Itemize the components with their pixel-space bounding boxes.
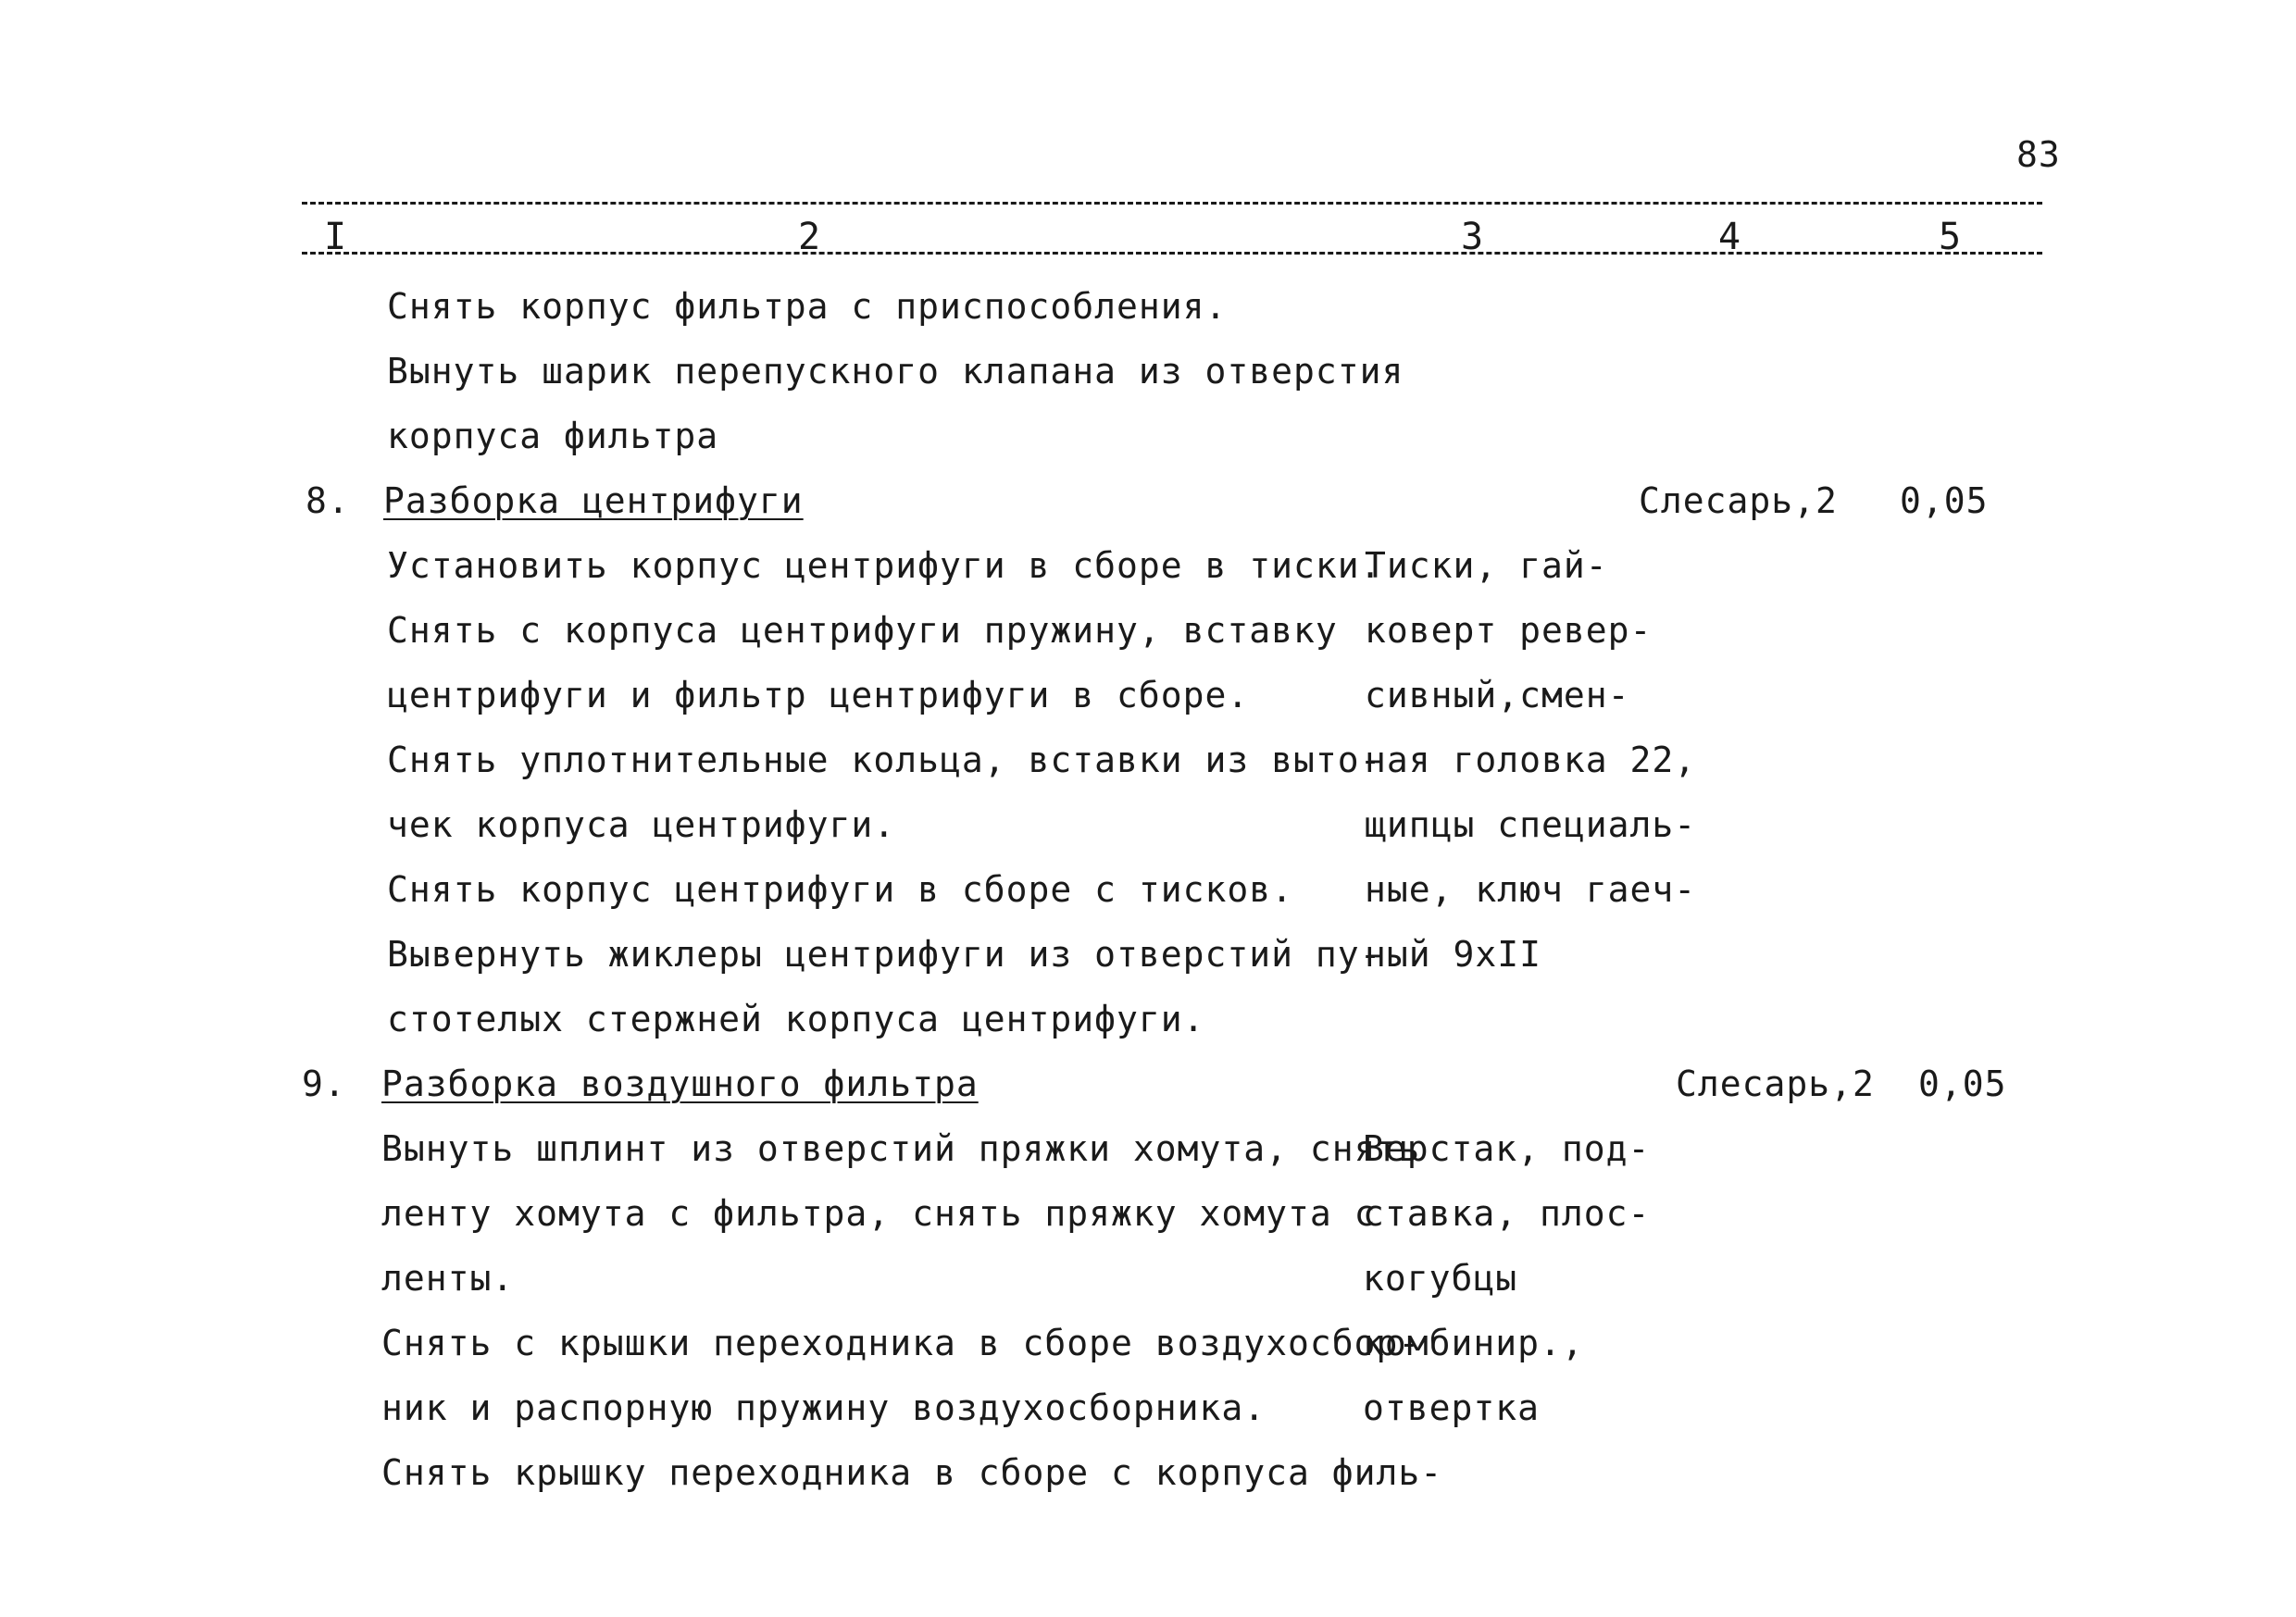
text-line: Вывернуть жиклеры центрифуги из отверстий пу-: [387, 934, 1382, 975]
text-line: Вынуть шплинт из отверстий пряжки хомута, снять: [381, 1128, 1421, 1169]
tool-line: ная головка 22,: [1365, 740, 1697, 780]
tool-line: коверт ревер-: [1365, 610, 1653, 651]
worker-category: Слесарь,2: [1676, 1063, 1875, 1104]
text-line: центрифуги и фильтр центрифуги в сборе.: [387, 675, 1250, 715]
text-line: Снять корпус фильтра с приспособления.: [387, 286, 1228, 327]
tool-line: щипцы специаль-: [1365, 804, 1697, 845]
time-norm: 0,05: [1900, 480, 1989, 521]
time-norm: 0,05: [1918, 1063, 2007, 1104]
text-line: Снять крышку переходника в сборе с корпуса филь-: [381, 1452, 1443, 1493]
header-rule-bottom: [302, 252, 2042, 255]
text-line: стотелых стержней корпуса центрифуги.: [387, 999, 1205, 1039]
text-line: Снять с крышки переходника в сборе воздухосбор-: [381, 1323, 1421, 1363]
tool-line: комбинир.,: [1363, 1323, 1584, 1363]
step-title: Разборка воздушного фильтра: [381, 1063, 979, 1104]
column-header-3: 3: [1461, 216, 1484, 258]
column-header-5: 5: [1939, 216, 1962, 258]
page-number: 83: [2016, 134, 2061, 175]
text-line: ленты.: [381, 1258, 515, 1299]
column-header-2: 2: [798, 216, 821, 258]
column-header-1: I: [324, 216, 347, 258]
text-line: Установить корпус центрифуги в сборе в тиски.: [387, 545, 1382, 586]
text-line: Вынуть шарик перепускного клапана из отверстия: [387, 351, 1404, 392]
text-line: ник и распорную пружину воздухосборника.: [381, 1387, 1267, 1428]
text-line: чек корпуса центрифуги.: [387, 804, 896, 845]
tool-line: Тиски, гай-: [1365, 545, 1608, 586]
tool-line: ставка, плос-: [1363, 1193, 1651, 1234]
tool-line: ный 9хII: [1365, 934, 1542, 975]
tool-line: отвертка: [1363, 1387, 1541, 1428]
tool-line: Верстак, под-: [1363, 1128, 1651, 1169]
text-line: корпуса фильтра: [387, 416, 719, 456]
step-number: 8.: [306, 480, 350, 521]
text-line: Снять с корпуса центрифуги пружину, вставку: [387, 610, 1338, 651]
header-rule-top: [302, 202, 2042, 205]
step-title: Разборка центрифуги: [383, 480, 804, 521]
step-number: 9.: [302, 1063, 346, 1104]
text-line: Снять уплотнительные кольца, вставки из выто-: [387, 740, 1382, 780]
column-header-4: 4: [1718, 216, 1741, 258]
tool-line: когубцы: [1363, 1258, 1518, 1299]
worker-category: Слесарь,2: [1639, 480, 1838, 521]
tool-line: сивный,смен-: [1365, 675, 1630, 715]
tool-line: ные, ключ гаеч-: [1365, 869, 1697, 910]
text-line: ленту хомута с фильтра, снять пряжку хомута с: [381, 1193, 1377, 1234]
text-line: Снять корпус центрифуги в сборе с тисков.: [387, 869, 1293, 910]
